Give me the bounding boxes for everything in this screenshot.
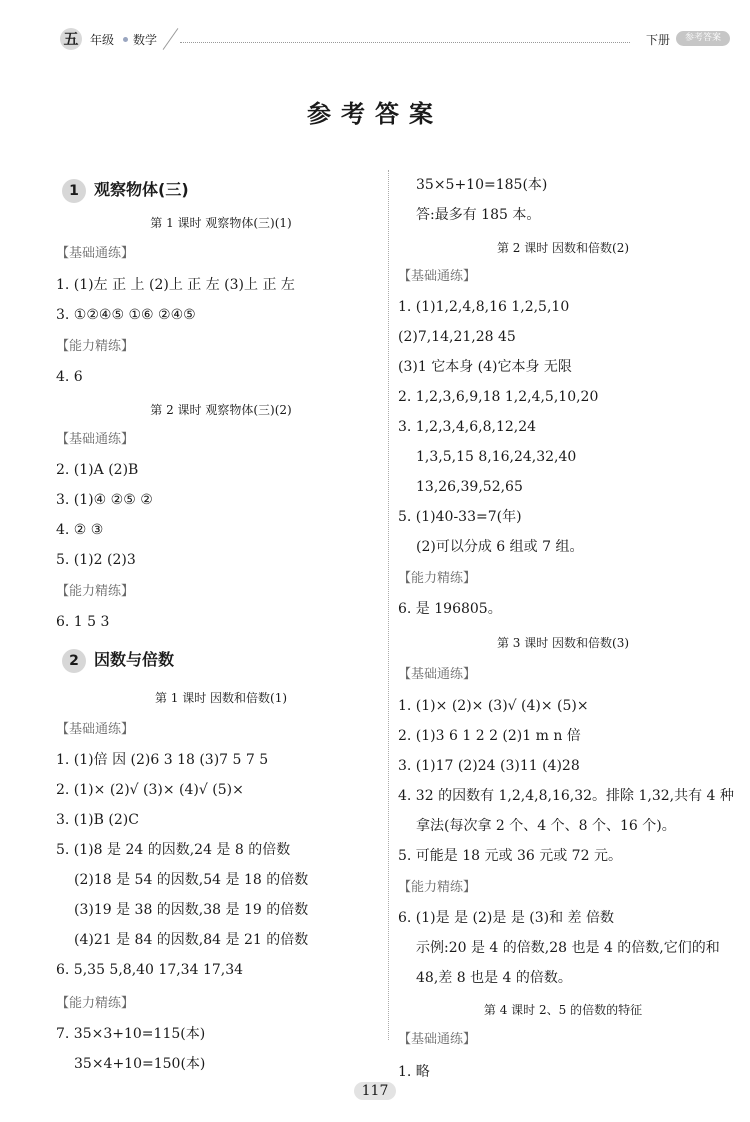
chapter-number: 2	[62, 649, 86, 673]
answer-line: 6. (1)是 是 (2)是 是 (3)和 差 倍数	[398, 910, 615, 926]
volume-label: 下册	[645, 33, 670, 47]
section-label: 【能力精练】	[398, 571, 477, 586]
answer-line: (4)21 是 84 的因数,84 是 21 的倍数	[74, 932, 309, 948]
answer-line: 1. 略	[398, 1064, 430, 1080]
answer-line: (2)可以分成 6 组或 7 组。	[416, 539, 584, 555]
section-label: 【基础通练】	[56, 432, 135, 447]
section-label: 【能力精练】	[56, 996, 135, 1011]
answer-line: 5. (1)8 是 24 的因数,24 是 8 的倍数	[56, 842, 291, 858]
lesson-heading: 第 1 课时 因数和倍数(1)	[154, 691, 288, 705]
section-label: 【基础通练】	[398, 1032, 477, 1047]
dot-icon	[123, 37, 128, 42]
answer-line: 3. (1)17 (2)24 (3)11 (4)28	[398, 758, 580, 774]
answer-line: 2. (1)A (2)B	[56, 462, 139, 478]
section-label: 【基础通练】	[56, 722, 135, 737]
chapter-number: 1	[62, 179, 86, 203]
chapter-heading	[62, 178, 189, 203]
grade-label: 年级	[90, 33, 115, 47]
answer-line: (3)19 是 38 的因数,38 是 19 的倍数	[74, 902, 309, 918]
lesson-heading: 第 3 课时 因数和倍数(3)	[496, 636, 630, 650]
answer-line: 1,3,5,15 8,16,24,32,40	[416, 449, 577, 465]
answer-line: 6. 5,35 5,8,40 17,34 17,34	[56, 962, 244, 978]
answer-line: (2)18 是 54 的因数,54 是 18 的倍数	[74, 872, 309, 888]
answer-line: 6. 1 5 3	[56, 614, 110, 630]
answer-line: 3. ①②④⑤ ①⑥ ②④⑤	[56, 307, 196, 323]
subject-label: 数学	[133, 33, 158, 47]
section-label: 【基础通练】	[398, 269, 477, 284]
lesson-heading: 第 1 课时 观察物体(三)(1)	[150, 216, 292, 230]
answer-line: 2. (1)× (2)√ (3)× (4)√ (5)×	[56, 782, 244, 798]
answer-line: 4. 6	[56, 369, 83, 385]
answer-line: 4. 32 的因数有 1,2,4,8,16,32。排除 1,32,共有 4 种	[398, 788, 734, 804]
answer-line: (3)1 它本身 (4)它本身 无限	[398, 359, 572, 375]
answer-badge: 参考答案	[676, 31, 730, 46]
chapter-title: 观察物体(三)	[94, 180, 189, 199]
answer-line: 2. 1,2,3,6,9,18 1,2,4,5,10,20	[398, 389, 599, 405]
page-number-area	[0, 1082, 750, 1100]
slash-divider	[163, 28, 179, 50]
page-number: 117	[354, 1082, 397, 1100]
answer-line: 拿法(每次拿 2 个、4 个、8 个、16 个)。	[416, 818, 676, 834]
chapter-title: 因数与倍数	[94, 650, 175, 669]
grade-badge: 五	[60, 28, 82, 50]
answer-line: 1. (1)1,2,4,8,16 1,2,5,10	[398, 299, 570, 315]
answer-line: 1. (1)× (2)× (3)√ (4)× (5)×	[398, 698, 589, 714]
answer-line: 示例:20 是 4 的倍数,28 也是 4 的倍数,它们的和	[416, 940, 720, 956]
answer-line: 3. (1)B (2)C	[56, 812, 139, 828]
answer-line: 35×4+10=150(本)	[74, 1056, 206, 1072]
section-label: 【能力精练】	[56, 584, 135, 599]
answer-line: 2. (1)3 6 1 2 2 (2)1 m n 倍	[398, 728, 581, 744]
answer-line: 13,26,39,52,65	[416, 479, 523, 495]
section-label: 【基础通练】	[398, 667, 477, 682]
answer-line: (2)7,14,21,28 45	[398, 329, 516, 345]
header-rule	[180, 42, 630, 43]
answer-line: 5. 可能是 18 元或 36 元或 72 元。	[398, 848, 622, 864]
answer-line: 3. 1,2,3,4,6,8,12,24	[398, 419, 537, 435]
answer-line: 7. 35×3+10=115(本)	[56, 1026, 206, 1042]
section-label: 【能力精练】	[56, 339, 135, 354]
answer-line: 3. (1)④ ②⑤ ②	[56, 492, 153, 508]
lesson-heading: 第 4 课时 2、5 的倍数的特征	[483, 1003, 643, 1017]
answer-line: 48,差 8 也是 4 的倍数。	[416, 970, 572, 986]
column-divider	[388, 170, 389, 1040]
answer-line: 答:最多有 185 本。	[416, 207, 541, 223]
answer-line: 5. (1)40-33=7(年)	[398, 509, 522, 525]
answer-line: 6. 是 196805。	[398, 601, 502, 617]
page-title: 参考答案	[307, 100, 443, 128]
answer-line: 4. ② ③	[56, 522, 104, 538]
lesson-heading: 第 2 课时 观察物体(三)(2)	[150, 403, 292, 417]
chapter-heading	[62, 648, 174, 673]
section-label: 【基础通练】	[56, 246, 135, 261]
page-header	[40, 28, 730, 50]
answer-line: 1. (1)倍 因 (2)6 3 18 (3)7 5 7 5	[56, 752, 269, 768]
answer-line: 35×5+10=185(本)	[416, 177, 548, 193]
lesson-heading: 第 2 课时 因数和倍数(2)	[496, 241, 630, 255]
section-label: 【能力精练】	[398, 880, 477, 895]
answer-line: 1. (1)左 正 上 (2)上 正 左 (3)上 正 左	[56, 277, 295, 293]
answer-line: 5. (1)2 (2)3	[56, 552, 136, 568]
